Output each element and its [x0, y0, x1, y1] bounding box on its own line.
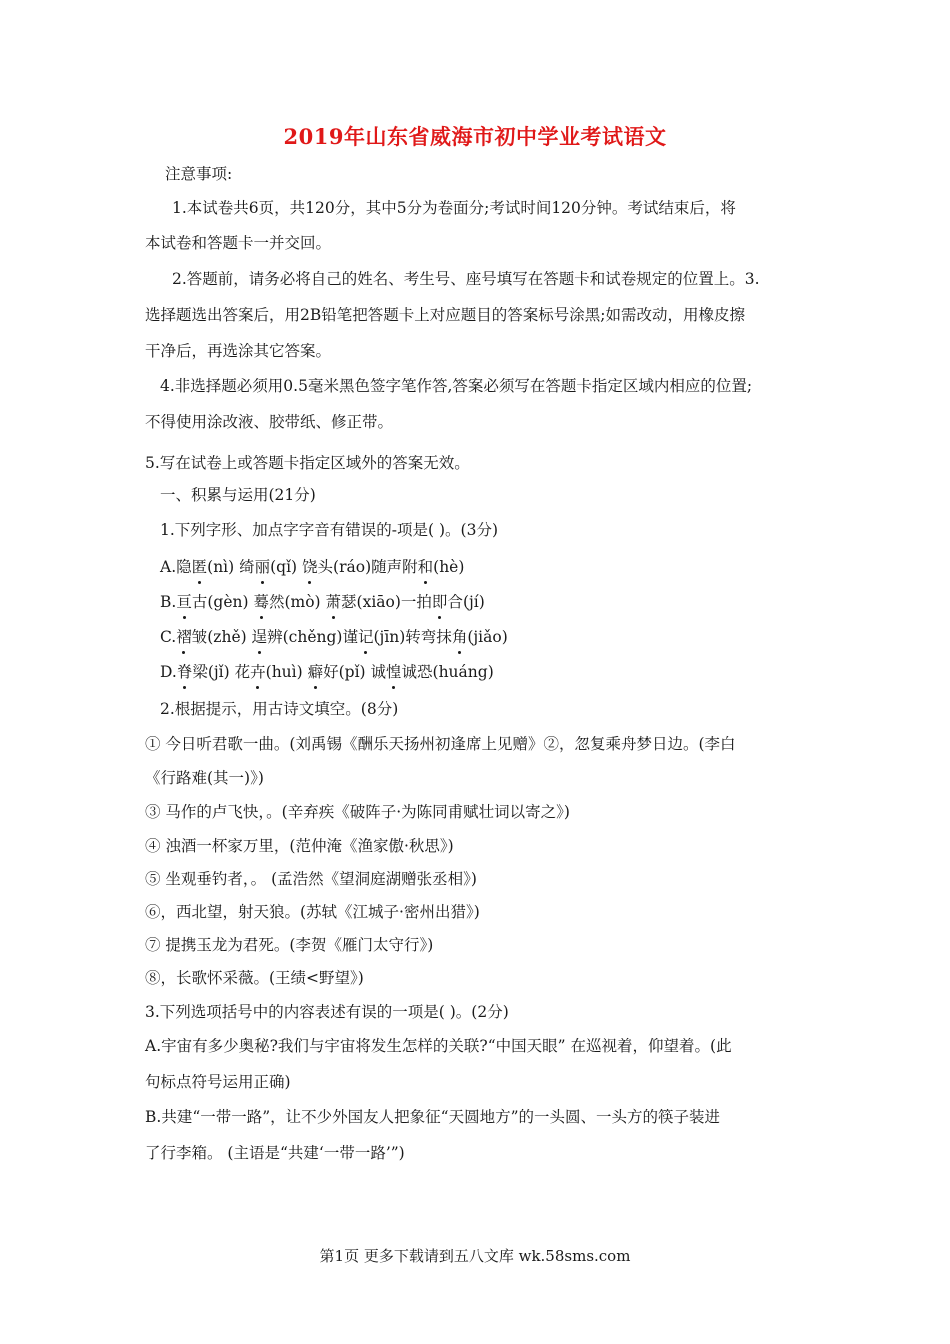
question-1-stem: 1.下列字形、加点字字音有错误的-项是( )。(3分)	[160, 521, 499, 539]
dotted-char: 记	[357, 628, 374, 646]
dotted-char: 逞	[251, 628, 268, 646]
note-4-line-1: 4.非选择题必须用0.5毫米黑色签字笔作答,答案必须写在答题卡指定区域内相应的位置;	[160, 377, 753, 395]
page-footer: 第1页 更多下载请到五八文库 wk.58sms.com	[319, 1247, 631, 1265]
question-3-stem: 3.下列选项括号中的内容表述有误的一项是( )。(2分)	[145, 1003, 509, 1021]
dotted-char: 萧	[325, 593, 342, 611]
note-4-line-2: 不得使用涂改液、胶带纸、修正带。	[145, 413, 394, 431]
note-5: 5.写在试卷上或答题卡指定区域外的答案无效。	[145, 454, 470, 472]
question-3-option-a-line-1: A.宇宙有多少奥秘?我们与宇宙将发生怎样的关联?“中国天眼” 在巡视着，仰望着。(此	[145, 1037, 732, 1055]
question-1-option-a: A.隐匿(nì) 绮丽(qǐ) 饶头(ráo)随声附和(hè)	[160, 558, 465, 576]
question-3-option-a-line-2: 句标点符号运用正确)	[145, 1073, 291, 1091]
question-3-option-b-line-1: B.共建“一带一路”，让不少外国友人把象征“天圆地方”的一头圆、一头方的筷子装进	[145, 1108, 721, 1126]
dotted-char: 惶	[386, 663, 402, 681]
notes-heading: 注意事项:	[165, 165, 233, 183]
poem-blank-3: ③ 马作的卢飞快，。(辛弃疾《破阵子·为陈同甫赋壮词以寄之》)	[145, 803, 570, 821]
dotted-char: 亘	[176, 593, 192, 611]
dotted-char: 卉	[250, 663, 266, 681]
note-1-line-1: 1.本试卷共6页，共120分，其中5分为卷面分;考试时间120分钟。考试结束后，将	[172, 199, 736, 217]
dotted-char: 脊	[176, 663, 193, 681]
poem-blank-4: ④ 浊酒一杯家万里，(范仲淹《渔家傲·秋思》)	[145, 837, 454, 855]
dotted-char: 丽	[254, 558, 271, 576]
dotted-char: 蓦	[253, 593, 269, 611]
poem-blank-5: ⑤ 坐观垂钓者，。 (孟浩然《望洞庭湖赠张丞相》)	[145, 870, 477, 888]
dotted-char: 饶	[302, 558, 318, 576]
note-2-line-3: 干净后，再选涂其它答案。	[145, 342, 332, 360]
question-1-option-b: B.亘古(gèn) 蓦然(mò) 萧瑟(xiāo)一拍即合(jí)	[160, 593, 485, 611]
dotted-char: 匿	[191, 558, 208, 576]
question-2-stem: 2.根据提示，用古诗文填空。(8分)	[160, 700, 399, 718]
question-1-option-c: C.褶皱(zhě) 逞辨(chěng)谨记(jīn)转弯抹角(jiǎo)	[160, 628, 508, 646]
poem-blank-7: ⑦ 提携玉龙为君死。(李贺《雁门太守行》)	[145, 936, 434, 954]
poem-blank-6: ⑥，西北望，射天狼。(苏轼《江城子·密州出猎》)	[145, 903, 480, 921]
document-title: 2019年山东省威海市初中学业考试语文	[283, 124, 667, 149]
poem-blank-1: ① 今日听君歌一曲。(刘禹锡《酬乐天扬州初逢席上见赠》②，忽复乘舟梦日边。(李白	[145, 735, 736, 753]
note-1-line-2: 本试卷和答题卡一并交回。	[145, 234, 332, 252]
poem-blank-8: ⑧，长歌怀采薇。(王绩<野望》)	[145, 969, 364, 987]
poem-blank-1-cont: 《行路难(其一)》)	[145, 769, 264, 787]
dotted-char: 癖	[307, 663, 324, 681]
dotted-char: 和	[417, 558, 434, 576]
note-2-line-2: 选择题选出答案后，用2B铅笔把答题卡上对应题目的答案标号涂黑;如需改动，用橡皮擦	[145, 306, 745, 324]
dotted-char: 角	[451, 628, 468, 646]
question-3-option-b-line-2: 了行李箱。 (主语是“共建‘一带一路’”)	[145, 1144, 405, 1162]
question-1-option-d: D.脊梁(jǐ) 花卉(huì) 癖好(pǐ) 诚惶诚恐(huáng)	[160, 663, 494, 681]
dotted-char: 即	[431, 593, 448, 611]
note-2-line-1: 2.答题前，请务必将自己的姓名、考生号、座号填写在答题卡和试卷规定的位置上。3.	[172, 270, 760, 288]
section-1-heading: 一、积累与运用(21分)	[160, 486, 316, 504]
dotted-char: 褶	[176, 628, 192, 646]
